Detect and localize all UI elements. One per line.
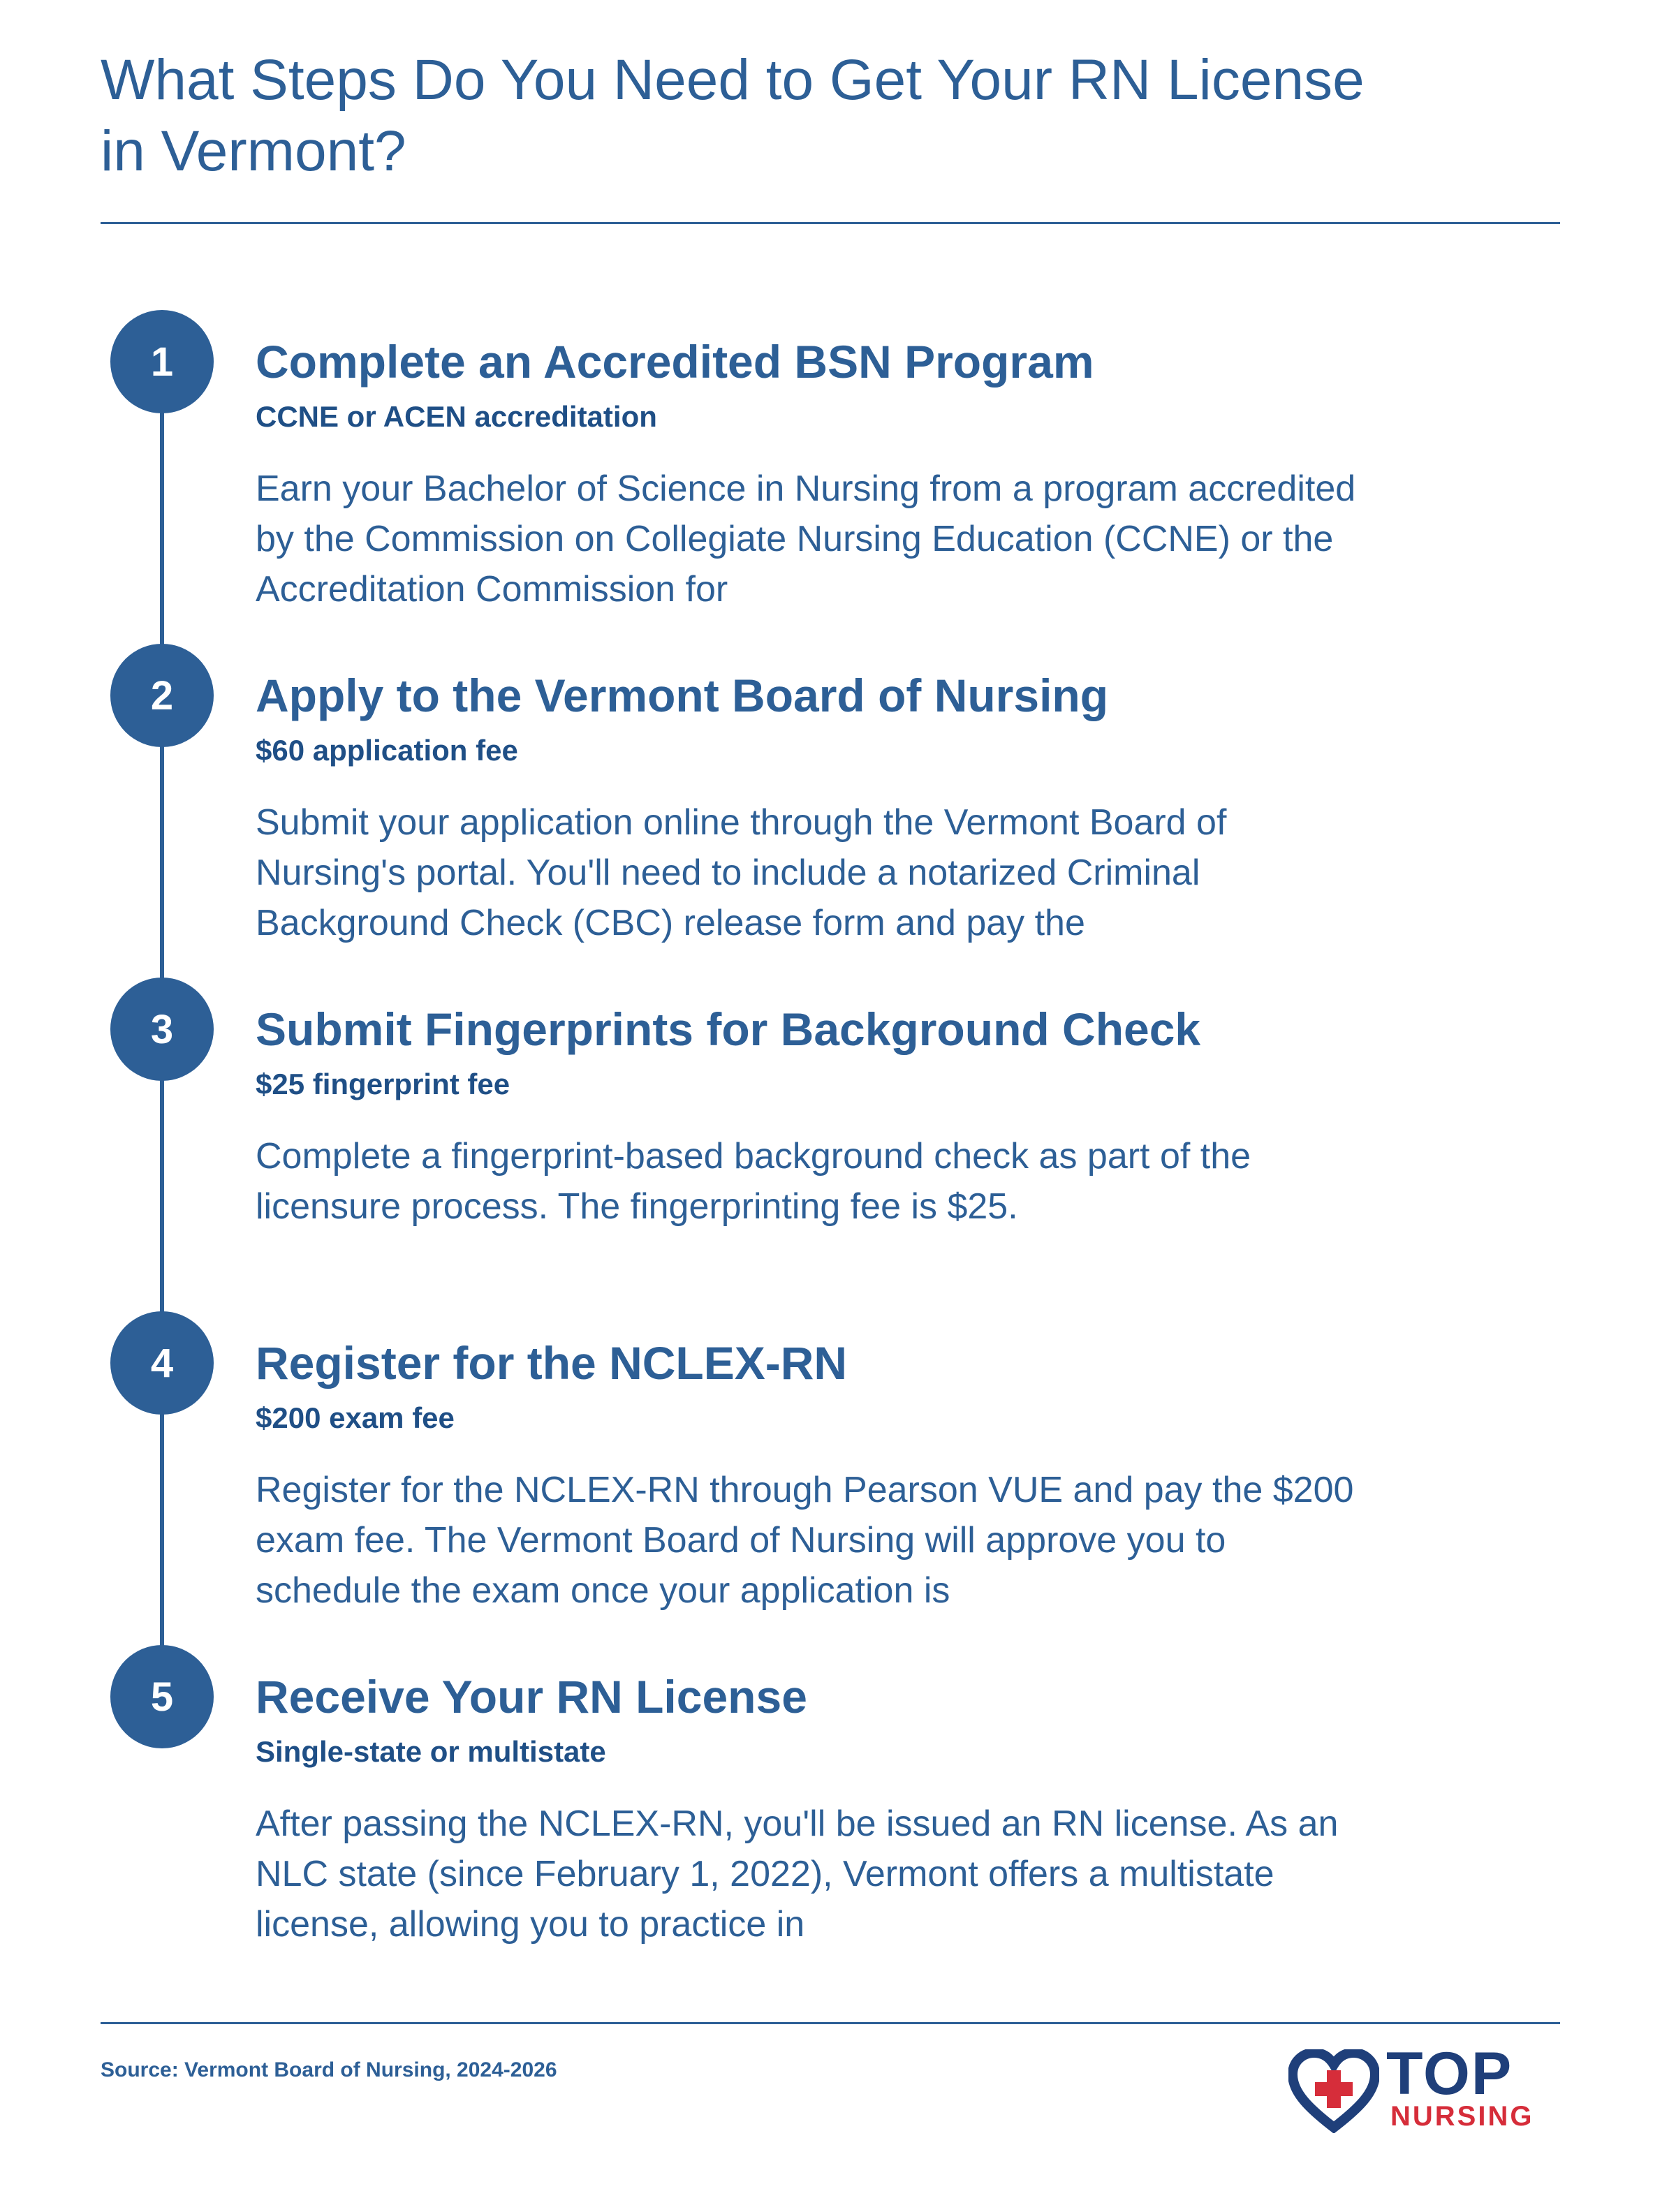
step-subtitle: Single-state or multistate	[256, 1735, 606, 1768]
step-number-badge: 5	[110, 1645, 214, 1748]
step-subtitle: $60 application fee	[256, 734, 518, 767]
step-description: Register for the NCLEX-RN through Pearson VUE and pay the $200 exam fee. The Vermont Board of Nursing will approve you to schedule the exam once your application is	[256, 1470, 1354, 1611]
footer-divider	[101, 2022, 1560, 2024]
step-description: After passing the NCLEX-RN, you'll be issued an RN license. As an NLC state (since February 1, 2022), Vermont offers a multistate license, allowing you to practice in	[256, 1804, 1339, 1945]
logo-wordmark-nursing: NURSING	[1390, 2101, 1534, 2132]
step-1	[256, 334, 1387, 614]
page-title: What Steps Do You Need to Get Your RN License in Vermont?	[101, 48, 1365, 183]
step-title: Receive Your RN License	[256, 1671, 807, 1723]
step-5	[256, 1669, 1387, 1949]
step-title: Register for the NCLEX-RN	[256, 1337, 848, 1389]
step-number-badge: 2	[110, 644, 214, 747]
top-nursing-logo	[1288, 2040, 1561, 2133]
step-description: Complete a fingerprint-based background check as part of the licensure process. The fingerprinting fee is $25.	[256, 1136, 1251, 1227]
step-title: Submit Fingerprints for Background Check	[256, 1003, 1201, 1055]
step-subtitle: $200 exam fee	[256, 1401, 455, 1434]
step-number-badge: 3	[110, 978, 214, 1081]
step-description: Submit your application online through the Vermont Board of Nursing's portal. You'll need to include a notarized Criminal Background Check (CBC) release form and pay the	[256, 802, 1227, 943]
logo-wordmark-top: TOP	[1386, 2040, 1513, 2107]
step-subtitle: $25 fingerprint fee	[256, 1068, 510, 1100]
step-subtitle: CCNE or ACEN accreditation	[256, 400, 657, 433]
step-3	[256, 1001, 1387, 1282]
step-2	[256, 668, 1387, 948]
step-title: Apply to the Vermont Board of Nursing	[256, 670, 1109, 721]
header-divider	[101, 222, 1560, 224]
step-title: Complete an Accredited BSN Program	[256, 336, 1094, 388]
step-number-badge: 4	[110, 1311, 214, 1415]
step-number-badge: 1	[110, 310, 214, 413]
source-citation: Source: Vermont Board of Nursing, 2024-2026	[101, 2058, 557, 2081]
step-description: Earn your Bachelor of Science in Nursing from a program accredited by the Commission on Collegiate Nursing Education (CCNE) or the Accreditation Commission for	[256, 469, 1356, 610]
heart-cross-icon	[1288, 2049, 1379, 2133]
step-4	[256, 1335, 1387, 1616]
